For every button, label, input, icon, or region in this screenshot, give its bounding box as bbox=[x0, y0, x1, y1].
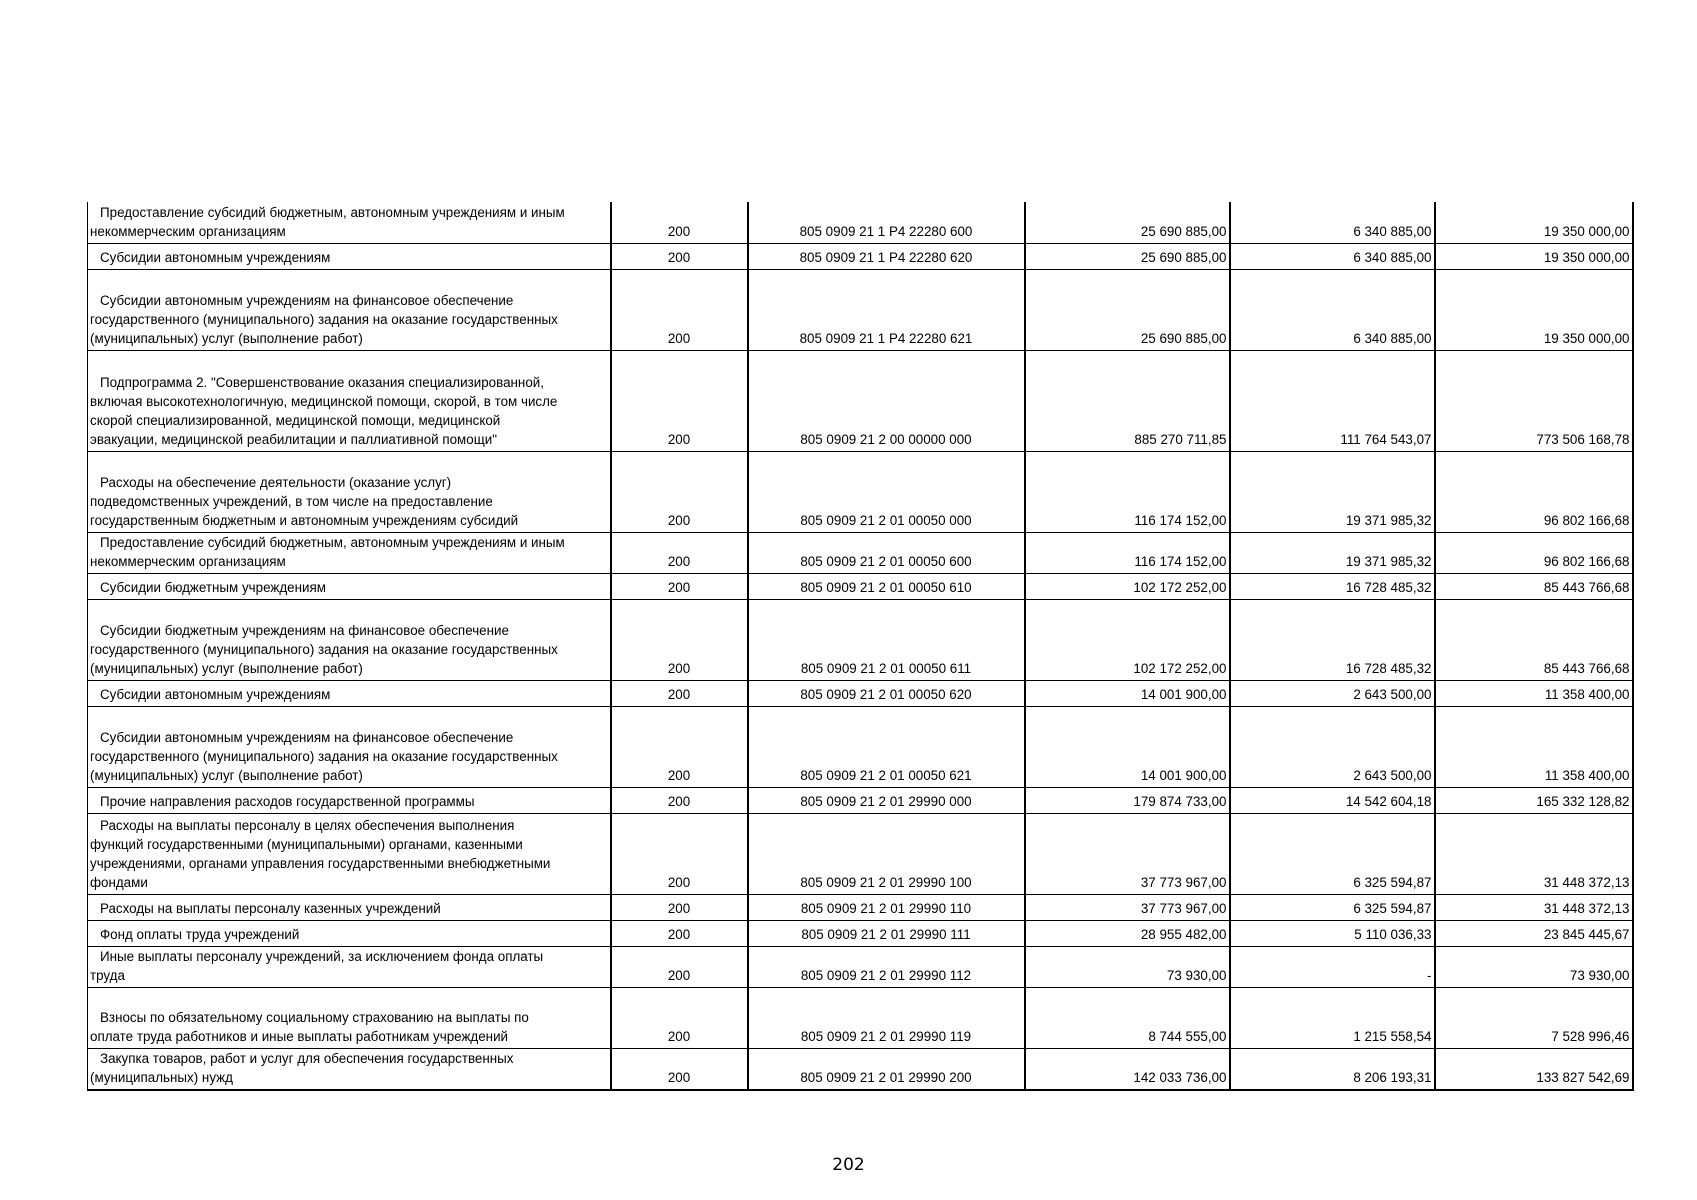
row-kbk-code: 805 0909 21 2 01 29990 200 bbox=[748, 1048, 1025, 1090]
row-kbk-code: 805 0909 21 2 01 00050 620 bbox=[748, 680, 1025, 706]
description-line: Субсидии автономным учреждениям на финансовое обеспечение bbox=[100, 292, 514, 308]
row-kbk-code: 805 0909 21 2 01 00050 611 bbox=[748, 599, 1025, 680]
row-executed-amount: 6 325 594,87 bbox=[1230, 813, 1435, 894]
row-description bbox=[88, 269, 611, 350]
row-description bbox=[88, 350, 611, 451]
row-executed-amount: 6 340 885,00 bbox=[1230, 243, 1435, 269]
description-line: некоммерческим организациям bbox=[90, 553, 286, 569]
row-description bbox=[88, 451, 611, 532]
row-unexecuted-amount: 85 443 766,68 bbox=[1435, 599, 1633, 680]
description-line: Фонд оплаты труда учреждений bbox=[100, 926, 300, 942]
table-row bbox=[88, 680, 1633, 706]
page-number: 202 bbox=[832, 1155, 865, 1175]
description-line: Предоставление субсидий бюджетным, автономным учреждениям и иным bbox=[100, 534, 565, 550]
row-description bbox=[88, 706, 611, 787]
row-executed-amount: 19 371 985,32 bbox=[1230, 451, 1435, 532]
row-approved-amount: 37 773 967,00 bbox=[1025, 894, 1230, 920]
description-line: эвакуации, медицинской реабилитации и паллиативной помощи" bbox=[90, 431, 497, 447]
row-kbk-code: 805 0909 21 2 01 00050 621 bbox=[748, 706, 1025, 787]
row-approved-amount: 8 744 555,00 bbox=[1025, 987, 1230, 1048]
description-line: подведомственных учреждений, в том числе на предоставление bbox=[90, 493, 493, 509]
description-line: Субсидии автономным учреждениям на финансовое обеспечение bbox=[100, 729, 514, 745]
description-line: (муниципальных) нужд bbox=[90, 1069, 233, 1085]
description-line: государственного (муниципального) задания на оказание государственных bbox=[90, 311, 558, 327]
row-executed-amount: 8 206 193,31 bbox=[1230, 1048, 1435, 1090]
row-unexecuted-amount: 19 350 000,00 bbox=[1435, 202, 1633, 243]
row-executed-amount: 14 542 604,18 bbox=[1230, 787, 1435, 813]
row-executed-amount: 1 215 558,54 bbox=[1230, 987, 1435, 1048]
description-line bbox=[90, 272, 608, 291]
budget-execution-table bbox=[87, 202, 1634, 1091]
description-line: (муниципальных) услуг (выполнение работ) bbox=[90, 330, 363, 346]
description-line: Субсидии автономным учреждениям bbox=[100, 686, 331, 702]
description-line: государственным бюджетным и автономным учреждениям субсидий bbox=[90, 512, 519, 528]
table-row bbox=[88, 573, 1633, 599]
row-code: 200 bbox=[611, 813, 748, 894]
description-line bbox=[90, 354, 608, 373]
row-unexecuted-amount: 11 358 400,00 bbox=[1435, 706, 1633, 787]
row-unexecuted-amount: 133 827 542,69 bbox=[1435, 1048, 1633, 1090]
row-code: 200 bbox=[611, 202, 748, 243]
row-approved-amount: 25 690 885,00 bbox=[1025, 269, 1230, 350]
description-line bbox=[90, 454, 608, 473]
row-description bbox=[88, 920, 611, 946]
row-approved-amount: 885 270 711,85 bbox=[1025, 350, 1230, 451]
row-approved-amount: 14 001 900,00 bbox=[1025, 680, 1230, 706]
row-code: 200 bbox=[611, 920, 748, 946]
row-code: 200 bbox=[611, 243, 748, 269]
description-line: Субсидии бюджетным учреждениям на финансовое обеспечение bbox=[100, 622, 509, 638]
description-line: (муниципальных) услуг (выполнение работ) bbox=[90, 660, 363, 676]
row-unexecuted-amount: 7 528 996,46 bbox=[1435, 987, 1633, 1048]
row-kbk-code: 805 0909 21 2 01 00050 600 bbox=[748, 532, 1025, 573]
row-approved-amount: 179 874 733,00 bbox=[1025, 787, 1230, 813]
row-approved-amount: 73 930,00 bbox=[1025, 946, 1230, 987]
description-line: оплате труда работников и иные выплаты работникам учреждений bbox=[90, 1028, 509, 1044]
row-unexecuted-amount: 85 443 766,68 bbox=[1435, 573, 1633, 599]
description-line: учреждениями, органами управления государственными внебюджетными bbox=[90, 855, 551, 871]
table-row bbox=[88, 946, 1633, 987]
description-line bbox=[90, 602, 608, 621]
row-executed-amount: - bbox=[1230, 946, 1435, 987]
row-kbk-code: 805 0909 21 2 01 00050 000 bbox=[748, 451, 1025, 532]
row-code: 200 bbox=[611, 987, 748, 1048]
description-line: Субсидии автономным учреждениям bbox=[100, 249, 331, 265]
row-description bbox=[88, 813, 611, 894]
row-code: 200 bbox=[611, 946, 748, 987]
row-kbk-code: 805 0909 21 2 01 29990 119 bbox=[748, 987, 1025, 1048]
row-code: 200 bbox=[611, 680, 748, 706]
row-description bbox=[88, 243, 611, 269]
table-row bbox=[88, 532, 1633, 573]
row-executed-amount: 2 643 500,00 bbox=[1230, 706, 1435, 787]
row-approved-amount: 25 690 885,00 bbox=[1025, 202, 1230, 243]
table-row bbox=[88, 987, 1633, 1048]
row-unexecuted-amount: 19 350 000,00 bbox=[1435, 243, 1633, 269]
row-approved-amount: 142 033 736,00 bbox=[1025, 1048, 1230, 1090]
table-row bbox=[88, 920, 1633, 946]
row-code: 200 bbox=[611, 894, 748, 920]
row-description bbox=[88, 202, 611, 243]
table-row bbox=[88, 350, 1633, 451]
row-executed-amount: 16 728 485,32 bbox=[1230, 599, 1435, 680]
description-line bbox=[90, 709, 608, 728]
description-line: (муниципальных) услуг (выполнение работ) bbox=[90, 767, 363, 783]
row-code: 200 bbox=[611, 706, 748, 787]
row-unexecuted-amount: 96 802 166,68 bbox=[1435, 451, 1633, 532]
row-approved-amount: 14 001 900,00 bbox=[1025, 706, 1230, 787]
row-code: 200 bbox=[611, 599, 748, 680]
description-line: фондами bbox=[90, 874, 148, 890]
row-code: 200 bbox=[611, 787, 748, 813]
description-line: некоммерческим организациям bbox=[90, 223, 286, 239]
row-description bbox=[88, 987, 611, 1048]
row-executed-amount: 16 728 485,32 bbox=[1230, 573, 1435, 599]
row-kbk-code: 805 0909 21 2 01 29990 000 bbox=[748, 787, 1025, 813]
row-approved-amount: 37 773 967,00 bbox=[1025, 813, 1230, 894]
row-description bbox=[88, 599, 611, 680]
row-code: 200 bbox=[611, 573, 748, 599]
description-line: труда bbox=[90, 967, 125, 983]
table-row bbox=[88, 706, 1633, 787]
row-kbk-code: 805 0909 21 2 00 00000 000 bbox=[748, 350, 1025, 451]
row-code: 200 bbox=[611, 451, 748, 532]
description-line: Прочие направления расходов государственной программы bbox=[100, 793, 475, 809]
row-unexecuted-amount: 773 506 168,78 bbox=[1435, 350, 1633, 451]
row-executed-amount: 6 340 885,00 bbox=[1230, 269, 1435, 350]
description-line: Иные выплаты персоналу учреждений, за исключением фонда оплаты bbox=[100, 948, 544, 964]
row-approved-amount: 116 174 152,00 bbox=[1025, 532, 1230, 573]
row-code: 200 bbox=[611, 532, 748, 573]
row-kbk-code: 805 0909 21 1 P4 22280 620 bbox=[748, 243, 1025, 269]
row-approved-amount: 116 174 152,00 bbox=[1025, 451, 1230, 532]
row-executed-amount: 111 764 543,07 bbox=[1230, 350, 1435, 451]
row-kbk-code: 805 0909 21 1 P4 22280 600 bbox=[748, 202, 1025, 243]
description-line: Расходы на выплаты персоналу казенных учреждений bbox=[100, 900, 441, 916]
description-line: скорой специализированной, медицинской помощи, медицинской bbox=[90, 412, 501, 428]
table-row bbox=[88, 787, 1633, 813]
row-unexecuted-amount: 96 802 166,68 bbox=[1435, 532, 1633, 573]
row-approved-amount: 28 955 482,00 bbox=[1025, 920, 1230, 946]
table-row bbox=[88, 1048, 1633, 1090]
row-kbk-code: 805 0909 21 2 01 00050 610 bbox=[748, 573, 1025, 599]
row-unexecuted-amount: 23 845 445,67 bbox=[1435, 920, 1633, 946]
row-unexecuted-amount: 11 358 400,00 bbox=[1435, 680, 1633, 706]
row-executed-amount: 19 371 985,32 bbox=[1230, 532, 1435, 573]
row-unexecuted-amount: 31 448 372,13 bbox=[1435, 894, 1633, 920]
row-kbk-code: 805 0909 21 2 01 29990 112 bbox=[748, 946, 1025, 987]
description-line: государственного (муниципального) задания на оказание государственных bbox=[90, 641, 558, 657]
row-unexecuted-amount: 19 350 000,00 bbox=[1435, 269, 1633, 350]
description-line: Расходы на обеспечение деятельности (оказание услуг) bbox=[100, 474, 452, 490]
row-kbk-code: 805 0909 21 2 01 29990 100 bbox=[748, 813, 1025, 894]
description-line: Субсидии бюджетным учреждениям bbox=[100, 579, 326, 595]
description-line: включая высокотехнологичную, медицинской помощи, скорой, в том числе bbox=[90, 393, 558, 409]
row-kbk-code: 805 0909 21 2 01 29990 110 bbox=[748, 894, 1025, 920]
row-approved-amount: 102 172 252,00 bbox=[1025, 573, 1230, 599]
table-row bbox=[88, 202, 1633, 243]
row-executed-amount: 6 325 594,87 bbox=[1230, 894, 1435, 920]
table-row bbox=[88, 599, 1633, 680]
row-description bbox=[88, 1048, 611, 1090]
description-line: Закупка товаров, работ и услуг для обеспечения государственных bbox=[100, 1050, 514, 1066]
row-kbk-code: 805 0909 21 2 01 29990 111 bbox=[748, 920, 1025, 946]
description-line: Предоставление субсидий бюджетным, автономным учреждениям и иным bbox=[100, 204, 565, 220]
row-kbk-code: 805 0909 21 1 P4 22280 621 bbox=[748, 269, 1025, 350]
table-row bbox=[88, 813, 1633, 894]
row-approved-amount: 102 172 252,00 bbox=[1025, 599, 1230, 680]
table-row bbox=[88, 451, 1633, 532]
row-code: 200 bbox=[611, 350, 748, 451]
row-description bbox=[88, 787, 611, 813]
description-line: Расходы на выплаты персоналу в целях обеспечения выполнения bbox=[100, 817, 515, 833]
row-description bbox=[88, 946, 611, 987]
row-description bbox=[88, 532, 611, 573]
row-code: 200 bbox=[611, 1048, 748, 1090]
row-description bbox=[88, 573, 611, 599]
description-line bbox=[90, 989, 608, 1008]
table-row bbox=[88, 269, 1633, 350]
row-code: 200 bbox=[611, 269, 748, 350]
row-description bbox=[88, 680, 611, 706]
row-executed-amount: 5 110 036,33 bbox=[1230, 920, 1435, 946]
description-line: функций государственными (муниципальными) органами, казенными bbox=[90, 836, 523, 852]
row-approved-amount: 25 690 885,00 bbox=[1025, 243, 1230, 269]
row-executed-amount: 2 643 500,00 bbox=[1230, 680, 1435, 706]
row-executed-amount: 6 340 885,00 bbox=[1230, 202, 1435, 243]
description-line: Взносы по обязательному социальному страхованию на выплаты по bbox=[100, 1009, 529, 1025]
table-row bbox=[88, 243, 1633, 269]
description-line: государственного (муниципального) задания на оказание государственных bbox=[90, 748, 558, 764]
row-description bbox=[88, 894, 611, 920]
row-unexecuted-amount: 31 448 372,13 bbox=[1435, 813, 1633, 894]
table-row bbox=[88, 894, 1633, 920]
row-unexecuted-amount: 165 332 128,82 bbox=[1435, 787, 1633, 813]
row-unexecuted-amount: 73 930,00 bbox=[1435, 946, 1633, 987]
description-line: Подпрограмма 2. "Совершенствование оказания специализированной, bbox=[100, 374, 544, 390]
table-body bbox=[88, 202, 1633, 1090]
